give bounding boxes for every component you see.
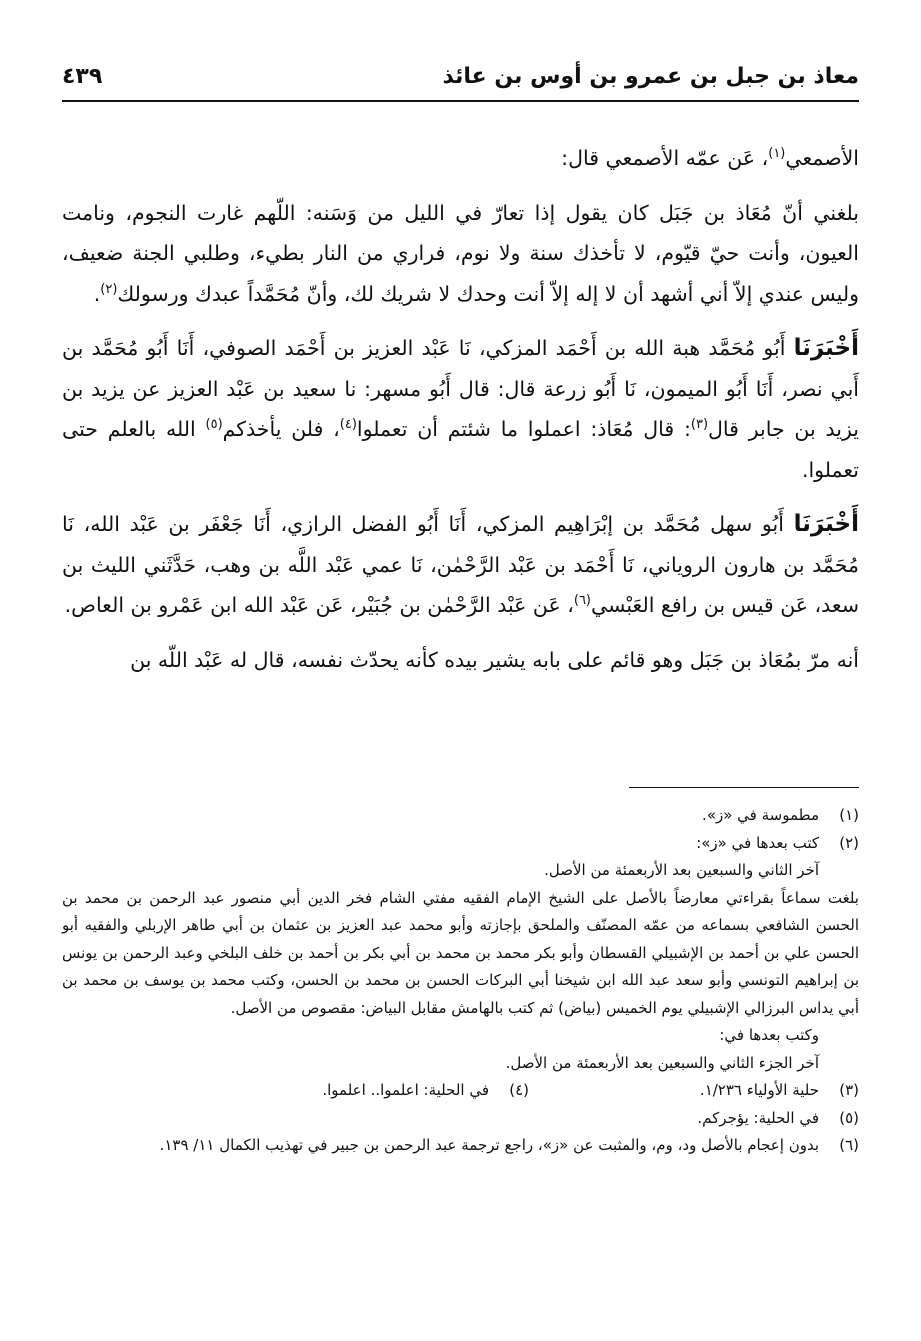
footnote-5 xyxy=(62,1105,859,1133)
footnote-4-text: في الحلية: اعلموا.. اعلموا. xyxy=(322,1081,489,1099)
footnote-ref-4: (٤) xyxy=(339,417,357,433)
footnote-ref-2: (٢) xyxy=(100,281,118,297)
footnote-row-3-4 xyxy=(62,1077,859,1105)
main-text xyxy=(62,138,859,680)
paragraph-4-text-a: أَبُو سهل مُحَمَّد بن إبْرَاهِيم المزكي، أَنَا أَبُو الفضل الرازي، أَنَا جَعْفَر بن عَبْد الله، نَا مُحَمَّد بن هارون الروياني، نَا أَحْمَد بن عَبْد الرَّحْمٰن، نَا عمي عَبْد اللَّه بن وهب، حَدَّثَني الليث بن سعد، عَن قيس بن رافع العَبْسي xyxy=(62,512,859,617)
page-number: ٤٣٩ xyxy=(62,64,103,89)
running-title: معاذ بن جبل بن عمرو بن أوس بن عائذ xyxy=(442,64,859,89)
paragraph-4-lead: أَخْبَرَنَا xyxy=(793,511,859,537)
footnote-2-line-3: آخر الجزء الثاني والسبعين بعد الأربعمئة من الأصل. xyxy=(505,1053,819,1072)
paragraph-4-text-b: ، عَن عَبْد الرَّحْمٰن بن جُبَيْر، عَن عَبْد الله ابن عَمْرو بن العاص. xyxy=(64,593,574,617)
footnote-ref-3: (٣) xyxy=(690,417,709,433)
paragraph-5-text: أنه مرّ بمُعَاذ بن جَبَل وهو قائم على بابه يشير بيده كأنه يحدّث نفسه، قال له عَبْد اللّه بن xyxy=(130,647,859,672)
footnote-ref-5: (٥) xyxy=(205,417,223,433)
footnote-2-text: كتب بعدها في «ز»: xyxy=(696,833,819,852)
footnote-6 xyxy=(62,1132,859,1160)
footnote-3 xyxy=(529,1077,859,1105)
footnote-ref-1: (١) xyxy=(768,146,786,162)
footnote-2-line-2: وكتب بعدها في: xyxy=(719,1026,819,1044)
footnote-5-number: (٥) xyxy=(839,1108,859,1127)
paragraph-1 xyxy=(62,138,859,179)
paragraph-1-text: الأصمعي xyxy=(785,146,859,170)
footnote-2-number: (٢) xyxy=(839,833,859,852)
footnote-1 xyxy=(62,802,859,830)
footnote-6-text: بدون إعجام بالأصل ود، وم، والمثبت عن «ز»، راجع ترجمة عبد الرحمن بن جبير في تهذيب الكمال ١١/ ١٣٩. xyxy=(159,1136,819,1154)
footnote-1-text: مطموسة في «ز». xyxy=(702,806,819,824)
footnote-2-line-1: آخر الثاني والسبعين بعد الأربعمئة من الأصل. xyxy=(544,861,819,879)
footnote-4 xyxy=(62,1077,529,1105)
footnotes xyxy=(62,802,859,1160)
paragraph-3-text-c: ، فلن يأخذكم xyxy=(222,417,340,441)
footnote-divider xyxy=(629,787,859,788)
footnote-3-text: حلية الأولياء ١/٢٣٦. xyxy=(699,1081,819,1099)
paragraph-4 xyxy=(62,504,859,626)
paragraph-2-end: . xyxy=(93,281,101,306)
footnote-1-number: (١) xyxy=(839,806,859,824)
paragraph-3-text-a: أَبُو مُحَمَّد هبة الله بن أَحْمَد المزكي، نَا عَبْد العزيز بن أَحْمَد الصوفي، أَنَا أَبُو مُحَمَّد بن أَبي نصر، أَنَا أَبُو الميمون، نَا أَبُو زرعة قال: قال أَبُو مسهر: نا سعيد بن عَبْد العزيز عن يزيد بن يزيد بن جابر قال xyxy=(62,336,859,441)
paragraph-2-text: بلغني أنّ مُعَاذ بن جَبَل كان يقول إذا تعارّ في الليل من وَسَنه: اللّهم غارت النجوم، ونامت العيون، وأنت حيّ قيّوم، لا تأخذك سنة ولا نوم، فراري من النار بطيء، وطلبي الجنة ضعيف، وليس عندي إلاّ أني أشهد أن لا إله إلاّ أنت وحدك لا شريك لك، وأنّ مُحَمَّداً عبدك ورسولك xyxy=(62,200,859,306)
footnote-2-paragraph: بلغت سماعاً بقراءتي معارضاً بالأصل على الشيخ الإمام الفقيه مفتي الشام فخر الدين أبي منصور عبد الرحمن بن محمد بن الحسن الشافعي بسماعه من عمّه المصنّف والملحق بإجازته وأبو محمد عبد العزيز بن عثمان بن أبي طاهر الإربلي والفقيه أبو الحسن علي بن أحمد بن الإشبيلي القسطان وأبو بكر محمد بن محمد بن أبي بكر بن أحمد بن خلف البلخي وعبد الرحمن بن يونس بن إبراهيم التونسي وأبو سعد عبد الله ابن شيخنا أبي البركات الحسن بن محمد بن الحسن، وكتب محمد بن يوسف بن محمد بن أبي يداس البرزالي الإشبيلي يوم الخميس (بياض) ثم كتب بالهامش مقابل البياض: مقصوص من الأصل. xyxy=(62,888,859,1017)
paragraph-3-text-d: الله بالعلم حتى تعملوا. xyxy=(62,417,859,482)
paragraph-3-text-b: : قال مُعَاذ: اعملوا ما شئتم أن تعملوا xyxy=(356,417,691,441)
page-header xyxy=(62,58,859,102)
footnote-3-number: (٣) xyxy=(839,1081,859,1099)
paragraph-3 xyxy=(62,328,859,490)
footnote-6-number: (٦) xyxy=(839,1136,859,1154)
footnote-5-text: في الحلية: يؤجركم. xyxy=(697,1108,819,1127)
paragraph-2 xyxy=(62,193,859,315)
footnote-4-number: (٤) xyxy=(509,1081,529,1099)
paragraph-1-rest: ، عَن عمّه الأصمعي قال: xyxy=(561,146,769,170)
footnote-ref-6: (٦) xyxy=(573,593,591,609)
paragraph-3-lead: أَخْبَرَنَا xyxy=(793,335,859,361)
footnote-2 xyxy=(62,830,859,858)
paragraph-5 xyxy=(62,640,859,681)
header-rule xyxy=(62,100,859,102)
